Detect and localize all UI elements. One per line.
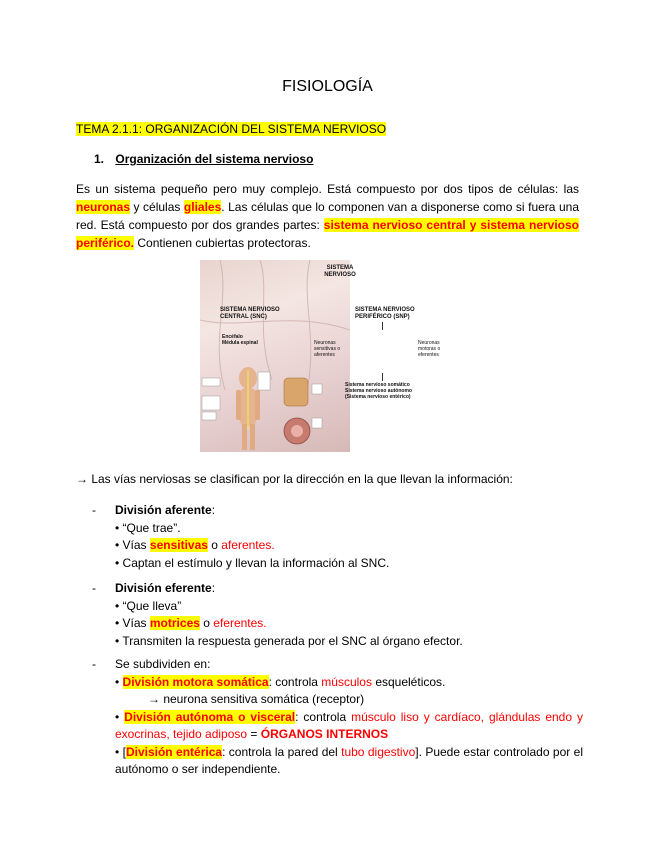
nervous-system-figure xyxy=(200,260,460,452)
item-text: : controla la pared del xyxy=(222,744,342,759)
section-number: 1. xyxy=(94,152,105,166)
term-neuronas: neuronas xyxy=(76,200,131,214)
subdivisions-heading: Se subdividen en: xyxy=(115,657,211,671)
intro-text: Contienen cubiertas protectoras. xyxy=(134,236,311,250)
list-item: • “Que lleva” xyxy=(115,598,182,613)
efferent-section xyxy=(94,580,463,650)
intro-conjunction: y xyxy=(465,218,481,232)
figure-afferent-label: Neuronas sensitivas o aferentes xyxy=(314,340,341,358)
item-text: [ xyxy=(122,744,126,759)
term-snp: sistema nervioso periférico. xyxy=(76,218,580,250)
term-enterica: División entérica xyxy=(125,744,223,759)
intro-paragraph xyxy=(76,180,579,252)
term-gliales: gliales xyxy=(183,200,222,214)
term-snc: sistema nervioso central xyxy=(323,218,466,232)
figure-efferent-label: Neuronas motoras o eferentes xyxy=(418,340,441,358)
figure-snc-items: Encéfalo Médula espinal xyxy=(222,334,258,346)
list-item: • División autónoma o visceral: controla músculo liso y cardíaco, glándulas endo y exocrinas, tejido adiposo = ÓRGANOS INTERNOS xyxy=(115,709,583,741)
list-item xyxy=(115,537,389,555)
afferent-section xyxy=(94,502,389,572)
intro-text: y células xyxy=(130,200,184,214)
item-text: • Vías xyxy=(115,538,150,552)
figure-root-label: SISTEMA NERVIOSO xyxy=(324,265,356,278)
list-dash: - xyxy=(92,657,96,671)
item-text: esqueléticos. xyxy=(371,674,446,689)
efferent-title: División eferente xyxy=(115,581,212,595)
section-title: Organización del sistema nervioso xyxy=(115,152,314,166)
figure-subsystems-label: Sistema nervioso somático Sistema nervioso autónomo (Sistema nervioso entérico) xyxy=(345,382,412,400)
item-text: : controla xyxy=(268,674,322,689)
term-motrices: motrices xyxy=(149,616,200,630)
page-title: FISIOLOGÍA xyxy=(282,78,373,95)
figure-snc-label: SISTEMA NERVIOSO CENTRAL (SNC) xyxy=(220,307,280,320)
subdivisions-section xyxy=(94,656,583,779)
list-item: • “Que trae”. xyxy=(115,520,181,535)
item-text: = xyxy=(247,727,261,741)
list-item: • División motora somática: controla músculos esqueléticos. xyxy=(115,674,446,689)
term-eferentes: eferentes. xyxy=(213,616,267,630)
term-motora-somatica: División motora somática xyxy=(122,674,269,689)
item-text: • Vías xyxy=(115,616,150,630)
term-organos-list: músculo liso y cardíaco, glándulas endo y exocrinas, tejido adiposo xyxy=(115,709,583,741)
term-aferentes: aferentes. xyxy=(221,538,275,552)
list-item xyxy=(115,615,463,633)
intro-text: . Las células que lo componen van a disponerse como si fuera una red. Está compuesto por dos grandes partes: xyxy=(76,200,579,232)
intro-text: Es un sistema pequeño pero muy complejo. Está compuesto por dos tipos de células: las xyxy=(76,182,579,196)
figure-snp-label: SISTEMA NERVIOSO PERIFÉRICO (SNP) xyxy=(355,307,415,320)
pathways-intro: → Las vías nerviosas se clasifican por la dirección en la que llevan la información: xyxy=(76,472,513,486)
term-autonoma-visceral: División autónoma o visceral xyxy=(124,709,296,724)
item-text: ]. Puede estar controlado por el autónomo o ser independiente. xyxy=(115,744,583,776)
figure-connector xyxy=(382,373,383,381)
term-musculos: músculos xyxy=(321,674,372,689)
list-item: • Captan el estímulo y llevan la información al SNC. xyxy=(115,555,390,570)
list-item: • Transmiten la respuesta generada por el SNC al órgano efector. xyxy=(115,633,463,648)
section-heading xyxy=(94,152,313,166)
term-organos-internos: ÓRGANOS INTERNOS xyxy=(260,727,389,741)
afferent-heading: División aferente: xyxy=(115,503,216,517)
topic-heading-text: TEMA 2.1.1: ORGANIZACIÓN DEL SISTEMA NERVIOSO xyxy=(76,122,387,136)
list-subitem: → neurona sensitiva somática (receptor) xyxy=(148,692,365,706)
figure-connector xyxy=(382,322,383,330)
afferent-title: División aferente xyxy=(115,503,212,517)
item-text: o xyxy=(207,538,222,552)
term-tubo-digestivo: tubo digestivo xyxy=(341,744,416,759)
list-dash: - xyxy=(92,503,96,517)
item-text: o xyxy=(199,616,214,630)
list-item: • [División entérica: controla la pared del tubo digestivo]. Puede estar controlado por el autónomo o ser independiente. xyxy=(115,744,583,776)
term-sensitivas: sensitivas xyxy=(149,538,208,552)
item-text: : controla xyxy=(295,709,352,724)
topic-heading xyxy=(76,122,386,136)
list-dash: - xyxy=(92,581,96,595)
efferent-heading: División eferente: xyxy=(115,581,216,595)
